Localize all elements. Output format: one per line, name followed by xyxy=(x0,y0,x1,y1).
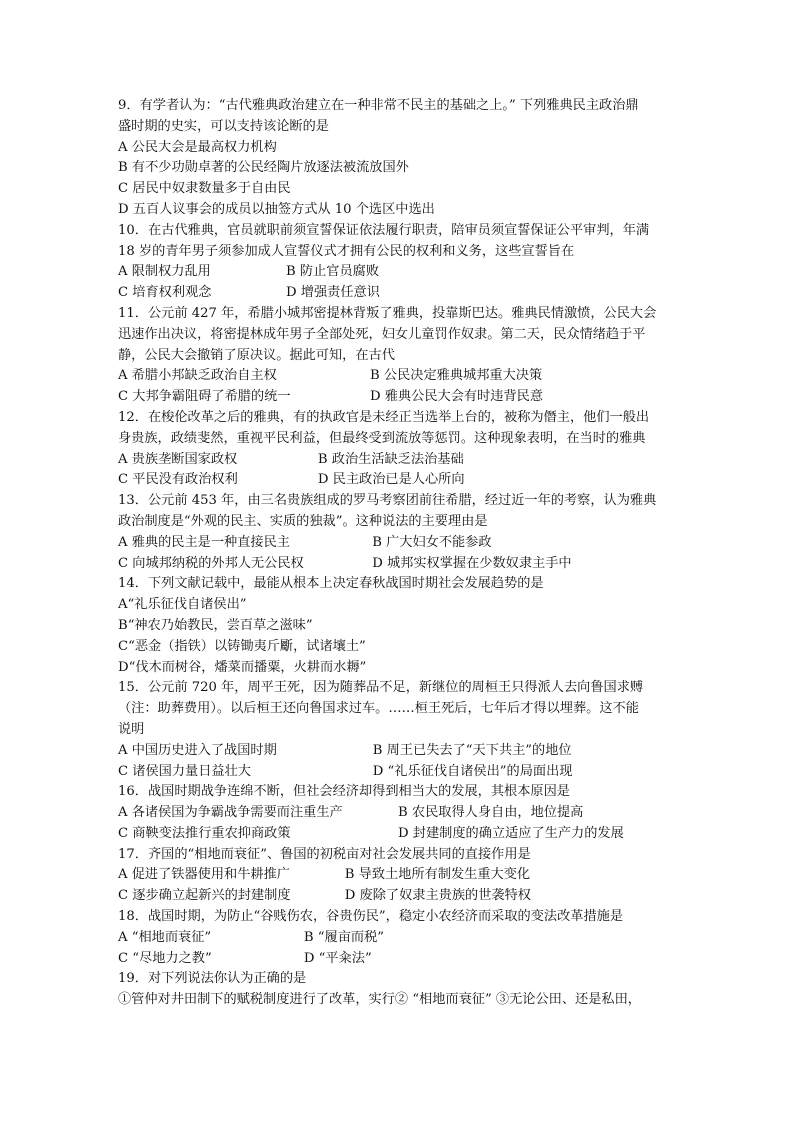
option-text: B 周王已失去了“天下共主”的地位 xyxy=(372,742,572,758)
option-text: B 农民取得人身自由，地位提高 xyxy=(398,805,584,821)
option-text: B 政治生活缺乏法治基础 xyxy=(317,451,464,467)
option-text: C 培育权利观念 xyxy=(118,285,212,301)
question-block xyxy=(118,96,678,221)
question-stem-line: 16．战国时期战争连绵不断，但社会经济却得到相当大的发展，其根本原因是 xyxy=(118,784,570,800)
option-text: C 商鞅变法推行重农抑商政策 xyxy=(118,825,291,841)
option-text: A 公民大会是最高权力机构 xyxy=(118,139,277,155)
option-text: D 民主政治已是人心所向 xyxy=(317,472,465,488)
question-stem-line: 15．公元前 720 年，周平王死，因为随葬品不足，新继位的周桓王只得派人去向鲁国求赙 xyxy=(118,680,644,696)
option-text: C 平民没有政治权利 xyxy=(118,472,238,488)
question-block xyxy=(118,491,678,574)
question-stem-line: 14．下列文献记载中，最能从根本上决定春秋战国时期社会发展趋势的是 xyxy=(118,576,544,592)
option-text: D“伐木而树谷，燔菜而播粟，火耕而水耨” xyxy=(118,659,367,675)
option-text: C 诸侯国力量日益壮大 xyxy=(118,763,251,779)
question-stem-line: 盛时期的史实，可以支持该论断的是 xyxy=(118,118,329,134)
question-stem-line: 9．有学者认为：“古代雅典政治建立在一种非常不民主的基础之上。” 下列雅典民主政治鼎 xyxy=(118,98,639,113)
option-text: C 向城邦纳税的外邦人无公民权 xyxy=(118,555,304,571)
option-text: B 导致土地所有制发生重大变化 xyxy=(344,867,531,883)
question-block xyxy=(118,969,678,1011)
option-text: A 贵族垄断国家政权 xyxy=(118,451,238,467)
option-row xyxy=(118,762,678,783)
option-text: C“恶金（指铁）以铸锄夷斤斸，试诸壤土” xyxy=(118,638,366,654)
option-text: B 防止官员腐败 xyxy=(286,264,380,280)
option-row xyxy=(118,803,678,824)
question-stem-line: 10．在古代雅典，官员就职前须宣誓保证依法履行职责，陪审员须宣誓保证公平审判，年满 xyxy=(118,222,650,238)
option-text: A 中国历史进入了战国时期 xyxy=(118,742,277,758)
option-row xyxy=(118,865,678,886)
option-text: B 公民决定雅典城邦重大决策 xyxy=(370,368,543,384)
question-block xyxy=(118,408,678,491)
option-row xyxy=(118,949,678,970)
question-block xyxy=(118,782,678,844)
option-text: A 希腊小邦缺乏政治自主权 xyxy=(118,368,277,384)
option-text: A 各诸侯国为争霸战争需要而注重生产 xyxy=(118,805,343,821)
option-row xyxy=(118,387,678,408)
option-text: C 逐步确立起新兴的封建制度 xyxy=(118,888,291,904)
option-text: D 废除了奴隶主贵族的世袭特权 xyxy=(344,888,531,904)
option-text: B“神农乃始教民，尝百草之滋味” xyxy=(118,617,313,633)
question-stem-line: 11．公元前 427 年，希腊小城邦密提林背叛了雅典，投靠斯巴达。雅典民情激愤，公民大会 xyxy=(118,305,657,321)
question-stem-line: 19．对下列说法你认为正确的是 xyxy=(118,971,307,987)
option-text: B 有不少功勋卓著的公民经陶片放逐法被流放国外 xyxy=(118,160,409,176)
exam-page xyxy=(118,96,678,1011)
question-stem-line: 说明 xyxy=(118,721,145,737)
option-row xyxy=(118,450,678,471)
question-stem-line: 政治制度是“外观的民主、实质的独裁”。这种说法的主要理由是 xyxy=(118,513,488,529)
option-text: D 封建制度的确立适应了生产力的发展 xyxy=(398,825,624,841)
option-text: A “相地而衰征” xyxy=(118,929,212,945)
option-text: A 限制权力乱用 xyxy=(118,264,211,280)
question-stem-line: 静，公民大会撤销了原决议。据此可知，在古代 xyxy=(118,347,395,363)
option-row xyxy=(118,366,678,387)
option-text: A 雅典的民主是一种直接民主 xyxy=(118,534,290,550)
question-stem-line: 12．在梭伦改革之后的雅典，有的执政官是未经正当选举上台的，被称为僭主，他们一般出 xyxy=(118,409,650,425)
option-text: C 大邦争霸阻碍了希腊的统一 xyxy=(118,389,291,405)
option-text: A 促进了铁器使用和牛耕推广 xyxy=(118,867,290,883)
option-row xyxy=(118,262,678,283)
option-row xyxy=(118,554,678,575)
option-row xyxy=(118,741,678,762)
question-block xyxy=(118,907,678,969)
question-block xyxy=(118,304,678,408)
question-stem-line: 迅速作出决议，将密提林成年男子全部处死，妇女儿童罚作奴隶。第二天，民众情绪趋于平 xyxy=(118,326,646,342)
question-block xyxy=(118,678,678,782)
option-text: D 五百人议事会的成员以抽签方式从 10 个选区中选出 xyxy=(118,201,435,217)
option-row xyxy=(118,824,678,845)
question-stem-line: ①管仲对井田制下的赋税制度进行了改革，实行② “相地而衰征” ③无论公田、还是私田， xyxy=(118,992,641,1008)
option-text: D 雅典公民大会有时违背民意 xyxy=(370,389,544,405)
option-row xyxy=(118,470,678,491)
question-block xyxy=(118,221,678,304)
option-row xyxy=(118,928,678,949)
option-text: D “平籴法” xyxy=(303,950,372,966)
question-block xyxy=(118,845,678,907)
question-stem-line: 17．齐国的“相地而衰征”、鲁国的初税亩对社会发展共同的直接作用是 xyxy=(118,846,531,862)
option-row xyxy=(118,533,678,554)
question-stem-line: 18 岁的青年男子须参加成人宣誓仪式才拥有公民的权利和义务，这些宣誓旨在 xyxy=(118,243,575,259)
option-row xyxy=(118,283,678,304)
option-row xyxy=(118,886,678,907)
option-text: D “礼乐征伐自诸侯出”的局面出现 xyxy=(372,763,573,779)
option-text: C 居民中奴隶数量多于自由民 xyxy=(118,181,291,197)
question-stem-line: 身贵族，政绩斐然，重视平民利益，但最终受到流放等惩罚。这种现象表明，在当时的雅典 xyxy=(118,430,646,446)
option-text: A“礼乐征伐自诸侯出” xyxy=(118,597,247,613)
option-text: B 广大妇女不能参政 xyxy=(372,534,492,550)
question-stem-line: 18．战国时期，为防止“谷贱伤农，谷贵伤民”，稳定小农经济而采取的变法改革措施是 xyxy=(118,909,624,925)
question-stem-line: 13．公元前 453 年，由三名贵族组成的罗马考察团前往希腊，经过近一年的考察，认为雅典 xyxy=(118,493,657,509)
option-text: B “履亩而税” xyxy=(303,929,385,945)
option-text: D 增强责任意识 xyxy=(286,285,380,301)
question-stem-line: （注：助葬费用）。以后桓王还向鲁国求过车。……桓王死后，七年后才得以埋葬。这不能 xyxy=(118,701,639,717)
option-text: D 城邦实权掌握在少数奴隶主手中 xyxy=(372,555,572,571)
option-text: C “尽地力之教” xyxy=(118,950,212,966)
question-block xyxy=(118,574,678,678)
